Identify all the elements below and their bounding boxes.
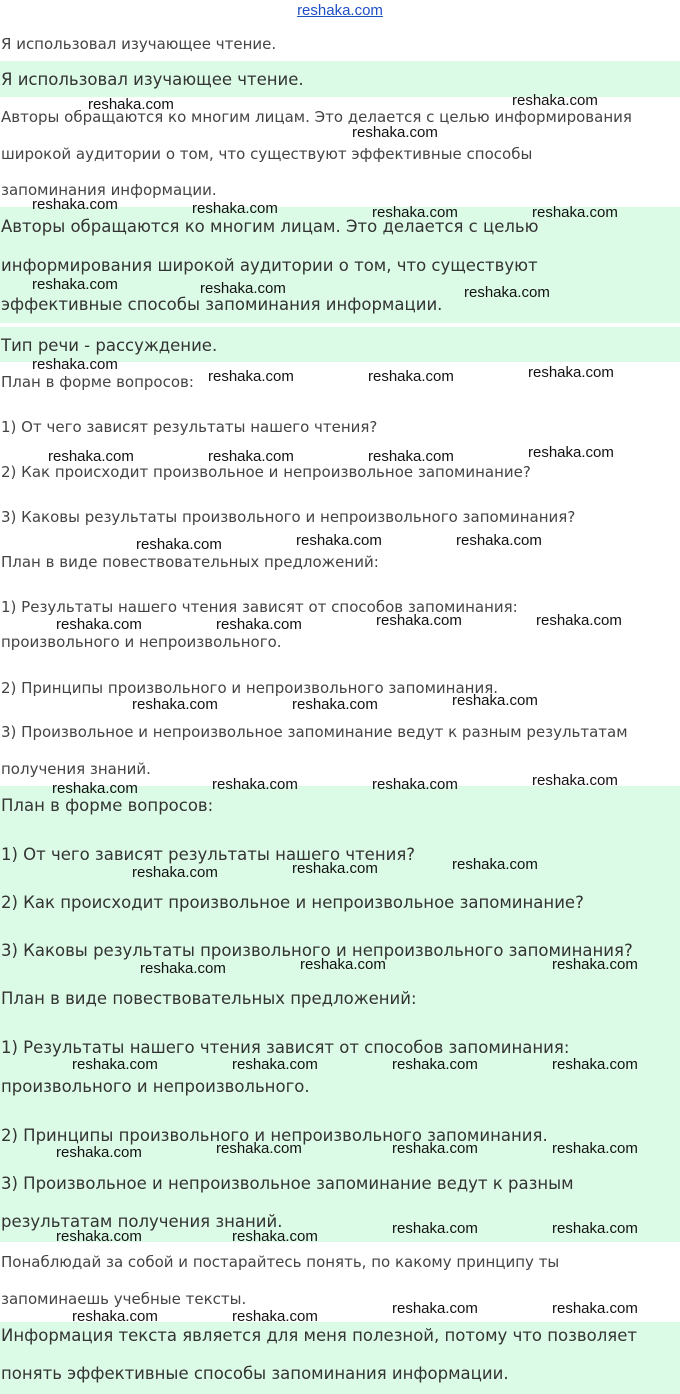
watermark-text: reshaka.com	[372, 204, 458, 221]
text-line: понять эффективные способы запоминания информации.	[1, 1364, 509, 1383]
watermark-text: reshaka.com	[88, 96, 174, 113]
site-header-link[interactable]: reshaka.com	[297, 2, 383, 19]
watermark-text: reshaka.com	[132, 864, 218, 881]
text-line: Я использовал изучающее чтение.	[1, 70, 304, 89]
text-line: информирования широкой аудитории о том, что существуют	[1, 256, 538, 275]
watermark-text: reshaka.com	[392, 1220, 478, 1237]
text-line: Понаблюдай за собой и постарайтесь понять, по какому принципу ты	[1, 1253, 560, 1271]
watermark-text: reshaka.com	[392, 1300, 478, 1317]
plan-narrative-line: 3) Произвольное и непроизвольное запоминание ведут к разным результатам	[1, 723, 628, 741]
text-line: запоминания информации.	[1, 181, 217, 199]
watermark-text: reshaka.com	[232, 1056, 318, 1073]
text-line: широкой аудитории о том, что существуют эффективные способы	[1, 145, 533, 163]
watermark-text: reshaka.com	[192, 200, 278, 217]
watermark-text: reshaka.com	[300, 956, 386, 973]
plan-question: 3) Каковы результаты произвольного и непроизвольного запоминания?	[1, 941, 633, 960]
watermark-text: reshaka.com	[552, 956, 638, 973]
plan-question: 2) Как происходит произвольное и непроизвольное запоминание?	[1, 463, 531, 481]
watermark-text: reshaka.com	[56, 1228, 142, 1245]
watermark-text: reshaka.com	[528, 364, 614, 381]
plan-narrative-line: 1) Результаты нашего чтения зависят от способов запоминания:	[1, 598, 518, 616]
plan-narrative-line: 3) Произвольное и непроизвольное запоминание ведут к разным	[1, 1174, 574, 1193]
watermark-text: reshaka.com	[532, 204, 618, 221]
text-line: Я использовал изучающее чтение.	[1, 35, 277, 53]
watermark-text: reshaka.com	[452, 856, 538, 873]
watermark-text: reshaka.com	[552, 1140, 638, 1157]
plan-question: 2) Как происходит произвольное и непроизвольное запоминание?	[1, 893, 584, 912]
watermark-text: reshaka.com	[52, 780, 138, 797]
text-line: эффективные способы запоминания информации.	[1, 295, 443, 314]
plan-narrative-line: получения знаний.	[1, 760, 151, 778]
text-line: Авторы обращаются ко многим лицам. Это делается с целью	[1, 217, 539, 236]
watermark-text: reshaka.com	[208, 448, 294, 465]
watermark-text: reshaka.com	[140, 960, 226, 977]
watermark-text: reshaka.com	[212, 776, 298, 793]
watermark-text: reshaka.com	[72, 1056, 158, 1073]
watermark-text: reshaka.com	[56, 616, 142, 633]
watermark-text: reshaka.com	[452, 692, 538, 709]
plan-question: 3) Каковы результаты произвольного и непроизвольного запоминания?	[1, 508, 576, 526]
watermark-text: reshaka.com	[32, 356, 118, 373]
watermark-text: reshaka.com	[292, 696, 378, 713]
watermark-text: reshaka.com	[216, 1140, 302, 1157]
plan-narrative-line: 2) Принципы произвольного и непроизвольного запоминания.	[1, 1126, 548, 1145]
watermark-text: reshaka.com	[232, 1228, 318, 1245]
watermark-text: reshaka.com	[352, 124, 438, 141]
plan-question: 1) От чего зависят результаты нашего чтения?	[1, 845, 416, 864]
watermark-text: reshaka.com	[376, 612, 462, 629]
watermark-text: reshaka.com	[48, 448, 134, 465]
watermark-text: reshaka.com	[392, 1140, 478, 1157]
answer-authors-paragraph	[0, 207, 680, 323]
watermark-text: reshaka.com	[512, 92, 598, 109]
text-line: Информация текста является для меня полезной, потому что позволяет	[1, 1326, 637, 1345]
watermark-text: reshaka.com	[536, 612, 622, 629]
text-line: запоминаешь учебные тексты.	[1, 1290, 247, 1308]
watermark-text: reshaka.com	[552, 1056, 638, 1073]
watermark-text: reshaka.com	[132, 696, 218, 713]
watermark-text: reshaka.com	[32, 276, 118, 293]
answer-plan-block	[0, 786, 680, 1242]
watermark-text: reshaka.com	[200, 280, 286, 297]
task-plan-block	[0, 365, 680, 785]
watermark-text: reshaka.com	[32, 196, 118, 213]
plan-narrative-line: 1) Результаты нашего чтения зависят от способов запоминания:	[1, 1038, 570, 1057]
plan-questions-title: План в форме вопросов:	[1, 373, 194, 391]
plan-narrative-line: 2) Принципы произвольного и непроизвольного запоминания.	[1, 679, 498, 697]
plan-narrative-line: результатам получения знаний.	[1, 1212, 283, 1231]
task-reading-type	[0, 30, 680, 60]
watermark-text: reshaka.com	[464, 284, 550, 301]
watermark-text: reshaka.com	[232, 1308, 318, 1325]
plan-question: 1) От чего зависят результаты нашего чтения?	[1, 418, 378, 436]
watermark-text: reshaka.com	[528, 444, 614, 461]
plan-narrative-title: План в виде повествовательных предложений:	[1, 553, 379, 571]
watermark-text: reshaka.com	[292, 860, 378, 877]
answer-observe-paragraph	[0, 1322, 680, 1394]
plan-narrative-title: План в виде повествовательных предложений:	[1, 989, 417, 1008]
watermark-text: reshaka.com	[368, 448, 454, 465]
plan-questions-title: План в форме вопросов:	[1, 796, 214, 815]
text-line: Авторы обращаются ко многим лицам. Это делается с целью информирования	[1, 108, 632, 126]
watermark-text: reshaka.com	[372, 776, 458, 793]
plan-narrative-line: произвольного и непроизвольного.	[1, 633, 282, 651]
task-authors-paragraph	[0, 98, 680, 206]
watermark-text: reshaka.com	[552, 1220, 638, 1237]
watermark-text: reshaka.com	[296, 532, 382, 549]
watermark-text: reshaka.com	[216, 616, 302, 633]
watermark-text: reshaka.com	[552, 1300, 638, 1317]
watermark-text: reshaka.com	[368, 368, 454, 385]
watermark-text: reshaka.com	[208, 368, 294, 385]
watermark-text: reshaka.com	[72, 1308, 158, 1325]
watermark-text: reshaka.com	[56, 1144, 142, 1161]
plan-narrative-line: произвольного и непроизвольного.	[1, 1077, 310, 1096]
watermark-text: reshaka.com	[136, 536, 222, 553]
watermark-text: reshaka.com	[392, 1056, 478, 1073]
watermark-text: reshaka.com	[456, 532, 542, 549]
text-line: Тип речи - рассуждение.	[1, 336, 218, 355]
watermark-text: reshaka.com	[532, 772, 618, 789]
